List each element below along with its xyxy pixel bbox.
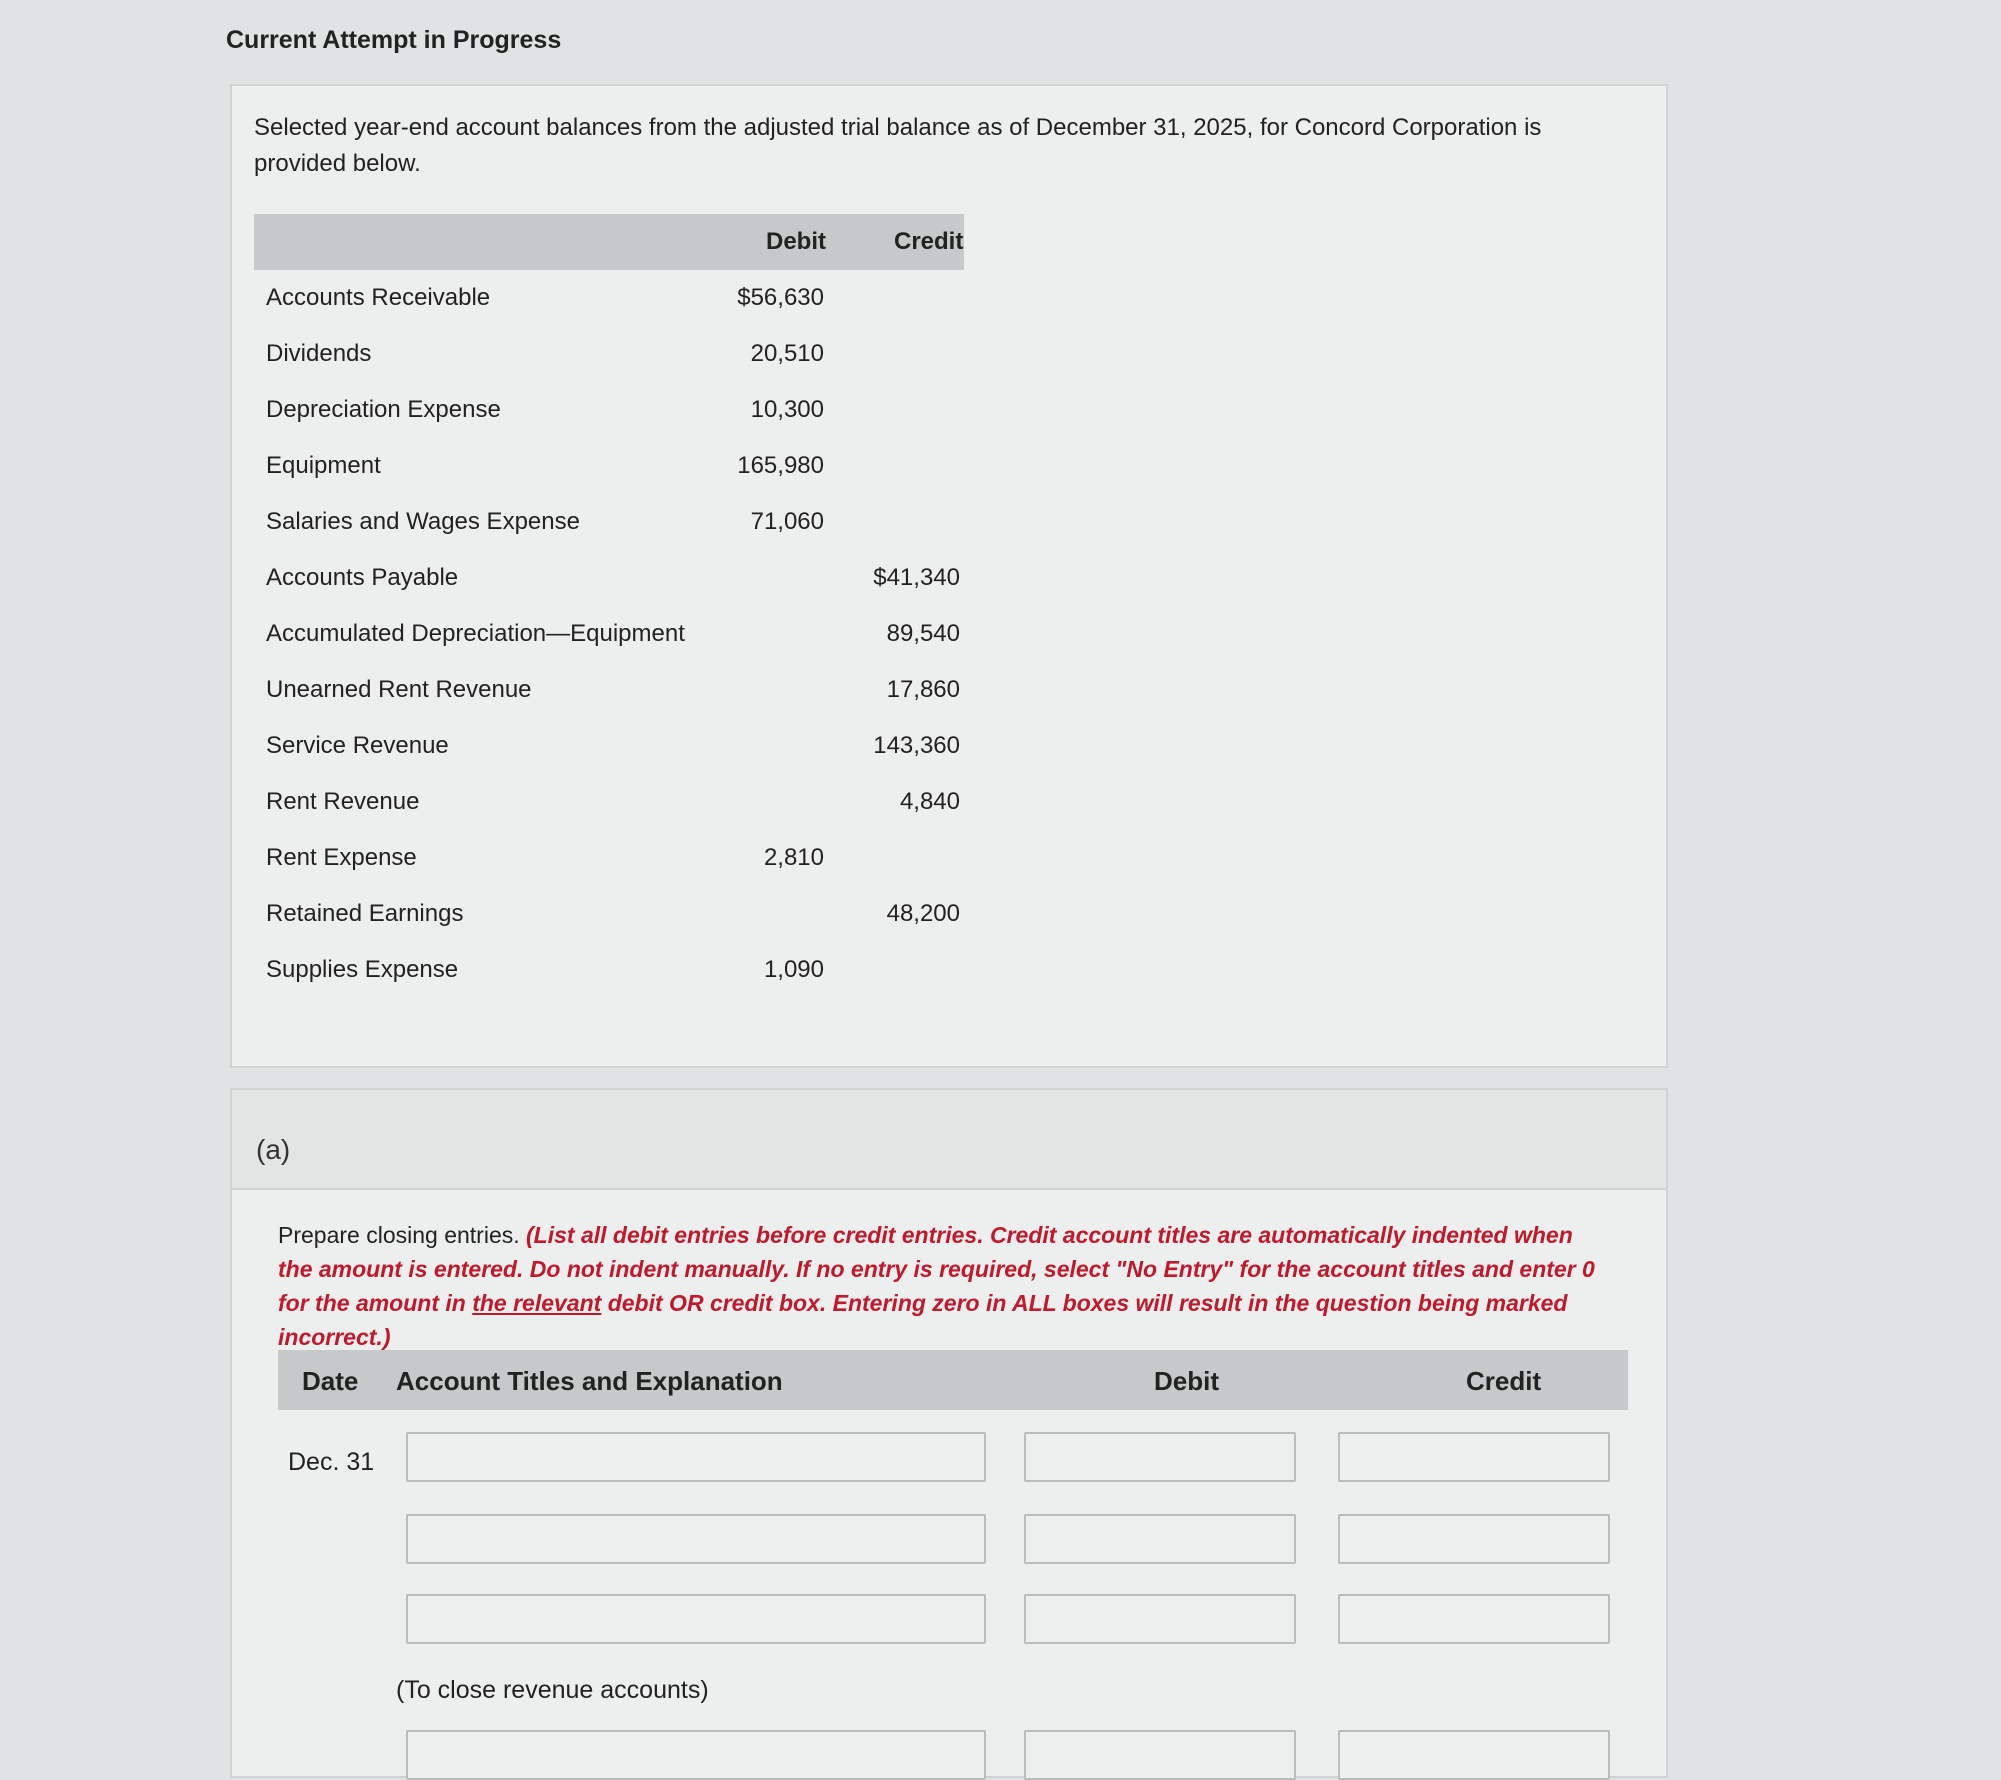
tb-debit: $56,630	[737, 284, 824, 311]
trial-balance-row	[254, 830, 964, 886]
trial-balance-row	[254, 550, 964, 606]
instruction-underlined: the relevant	[472, 1290, 602, 1316]
credit-input[interactable]	[1338, 1432, 1610, 1482]
tb-debit: 1,090	[763, 956, 824, 983]
tb-debit: 165,980	[737, 452, 824, 479]
tb-debit: 2,810	[763, 844, 824, 871]
trial-balance-row	[254, 662, 964, 718]
tb-account: Accounts Payable	[266, 564, 459, 591]
header-debit: Debit	[766, 228, 826, 255]
account-title-input[interactable]	[406, 1432, 986, 1482]
je-header-debit: Debit	[1154, 1366, 1219, 1396]
je-header-credit: Credit	[1466, 1366, 1542, 1396]
tb-debit: 10,300	[750, 396, 824, 423]
tb-account: Equipment	[266, 452, 381, 479]
tb-debit: 20,510	[750, 340, 824, 367]
tb-account: Accounts Receivable	[266, 284, 491, 311]
trial-balance-row	[254, 270, 964, 326]
trial-balance-row	[254, 382, 964, 438]
tb-credit: $41,340	[873, 564, 960, 591]
part-a-header	[232, 1090, 1666, 1190]
problem-panel	[230, 84, 1668, 1068]
credit-input[interactable]	[1338, 1514, 1610, 1564]
trial-balance-row	[254, 606, 964, 662]
tb-account: Supplies Expense	[266, 956, 459, 983]
credit-input[interactable]	[1338, 1730, 1610, 1780]
journal-entry-header	[278, 1350, 1628, 1410]
credit-input[interactable]	[1338, 1594, 1610, 1644]
trial-balance-header	[254, 214, 964, 270]
tb-debit: 71,060	[750, 508, 824, 535]
tb-credit: 89,540	[886, 620, 960, 647]
tb-credit: 17,860	[886, 676, 960, 703]
attempt-status-title: Current Attempt in Progress	[226, 26, 562, 54]
je-header-account: Account Titles and Explanation	[396, 1366, 783, 1396]
tb-account: Dividends	[266, 340, 372, 367]
trial-balance-row	[254, 326, 964, 382]
account-title-input[interactable]	[406, 1730, 986, 1780]
instruction-plain: Prepare closing entries.	[278, 1222, 520, 1248]
trial-balance-row	[254, 774, 964, 830]
tb-account: Salaries and Wages Expense	[266, 508, 580, 535]
debit-input[interactable]	[1024, 1432, 1296, 1482]
tb-credit: 4,840	[899, 788, 960, 815]
trial-balance-row	[254, 942, 964, 998]
header-credit: Credit	[894, 228, 964, 255]
debit-input[interactable]	[1024, 1730, 1296, 1780]
tb-account: Accumulated Depreciation—Equipment	[266, 620, 685, 647]
tb-account: Service Revenue	[266, 732, 449, 759]
tb-credit: 143,360	[873, 732, 960, 759]
debit-input[interactable]	[1024, 1594, 1296, 1644]
instruction-red: (List all debit entries before credit entries. Credit account titles are automatically indented when the amount is entered. Do not indent manually. If no entry is required, select "No Entry" for the account titles and enter 0 for the amount in the relevant debit OR credit box. Entering zero in ALL boxes will result in the question being marked incorrect.)	[278, 1222, 1595, 1350]
account-title-input[interactable]	[406, 1594, 986, 1644]
trial-balance-row	[254, 886, 964, 942]
tb-account: Depreciation Expense	[266, 396, 501, 423]
tb-credit: 48,200	[886, 900, 960, 927]
tb-account: Unearned Rent Revenue	[266, 676, 532, 703]
part-label: (a)	[256, 1134, 291, 1165]
entry-memo: (To close revenue accounts)	[396, 1676, 709, 1704]
debit-input[interactable]	[1024, 1514, 1296, 1564]
part-a-instructions	[278, 1218, 1608, 1354]
je-header-date: Date	[302, 1366, 359, 1396]
trial-balance-row	[254, 494, 964, 550]
trial-balance-row	[254, 438, 964, 494]
part-a-section	[230, 1088, 1668, 1778]
entry-date: Dec. 31	[288, 1448, 375, 1476]
problem-intro: Selected year-end account balances from the adjusted trial balance as of December 31, 2025, for Concord Corporation is provided below.	[254, 114, 1542, 177]
tb-account: Rent Revenue	[266, 788, 420, 815]
trial-balance-row	[254, 718, 964, 774]
tb-account: Retained Earnings	[266, 900, 464, 927]
tb-account: Rent Expense	[266, 844, 417, 871]
account-title-input[interactable]	[406, 1514, 986, 1564]
